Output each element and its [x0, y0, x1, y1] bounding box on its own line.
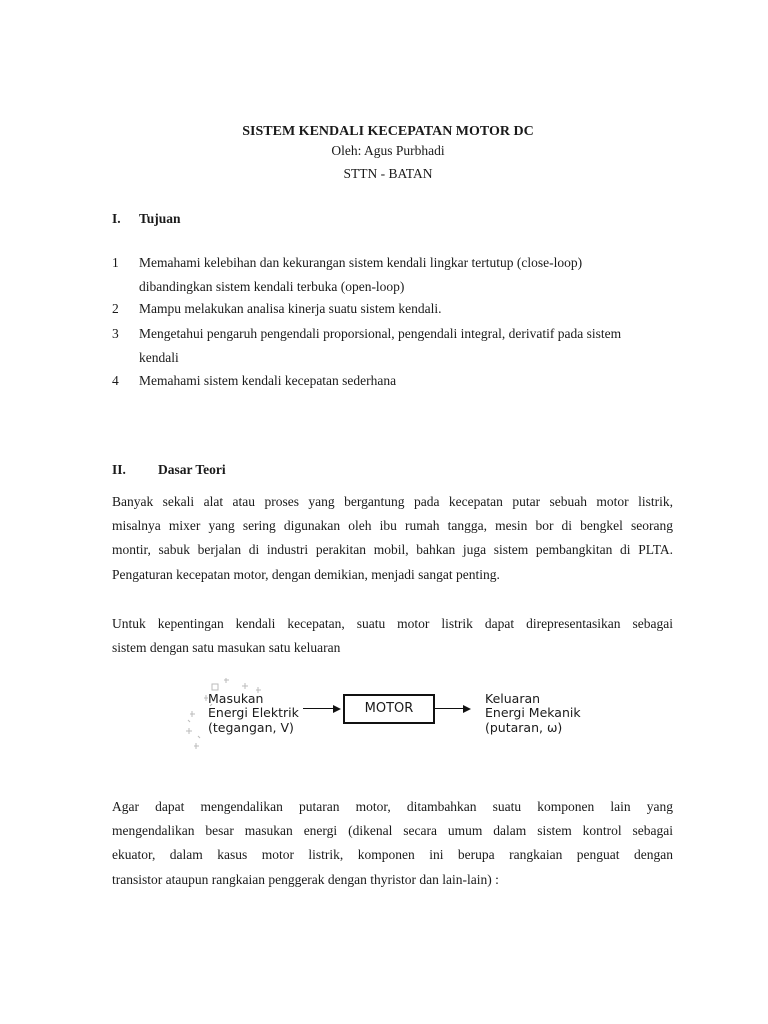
paragraph-line: sistem dengan satu masukan satu keluaran — [112, 640, 341, 655]
institution: STTN - BATAN — [343, 166, 433, 181]
input-label-line1: Masukan — [208, 691, 264, 706]
section-1-heading: Tujuan — [139, 211, 181, 226]
paragraph-line: misalnya mixer yang sering digunakan oleh ibu rumah tangga, mesin bor di bengkel seorang — [112, 518, 673, 533]
section-1-number: I. — [112, 211, 121, 226]
list-item-text: Memahami sistem kendali kecepatan sederhana — [139, 373, 397, 388]
input-arrow — [303, 708, 335, 709]
list-item-number: 3 — [112, 326, 119, 341]
list-item-number: 1 — [112, 255, 119, 270]
paragraph-line: Pengaturan kecepatan motor, dengan demikian, menjadi sangat penting. — [112, 567, 500, 582]
section-2-number: II. — [112, 462, 126, 477]
list-item-text: Memahami kelebihan dan kekurangan sistem kendali lingkar tertutup (close-loop) — [139, 255, 583, 270]
author: Oleh: Agus Purbhadi — [331, 143, 445, 158]
input-label-line3: (tegangan, V) — [208, 720, 294, 735]
motor-block: MOTOR — [343, 694, 435, 724]
output-arrow — [435, 708, 465, 709]
output-label-line3: (putaran, ω) — [485, 720, 563, 735]
output-label-line2: Energi Mekanik — [485, 705, 581, 720]
paragraph-line: montir, sabuk berjalan di industri perakitan mobil, bahkan juga sistem pembangkitan di PLTA. — [112, 542, 673, 557]
page-title: SISTEM KENDALI KECEPATAN MOTOR DC — [242, 124, 534, 139]
input-label-line2: Energi Elektrik — [208, 705, 299, 720]
list-item-text: kendali — [139, 350, 179, 365]
paragraph-line: transistor ataupun rangkaian penggerak dengan thyristor dan lain-lain) : — [112, 872, 499, 887]
paragraph-line: Untuk kepentingan kendali kecepatan, suatu motor listrik dapat direpresentasikan sebagai — [112, 616, 673, 631]
list-item-number: 4 — [112, 373, 119, 388]
output-label-line1: Keluaran — [485, 691, 541, 706]
paragraph-line: ekuator, dalam kasus motor listrik, komponen ini berupa rangkaian penguat dengan — [112, 847, 673, 862]
paragraph-line: Agar dapat mengendalikan putaran motor, ditambahkan suatu komponen lain yang — [112, 799, 673, 814]
output-arrow-head — [463, 705, 471, 713]
paragraph-line: Banyak sekali alat atau proses yang bergantung pada kecepatan putar sebuah motor listrik, — [112, 494, 673, 509]
input-arrow-head — [333, 705, 341, 713]
list-item-number: 2 — [112, 301, 119, 316]
list-item-text: Mampu melakukan analisa kinerja suatu sistem kendali. — [139, 301, 442, 316]
paragraph-line: mengendalikan besar masukan energi (dikenal secara umum dalam sistem kontrol sebagai — [112, 823, 673, 838]
list-item-text: dibandingkan sistem kendali terbuka (open-loop) — [139, 279, 405, 294]
list-item-text: Mengetahui pengaruh pengendali proporsional, pengendali integral, derivatif pada sistem — [139, 326, 622, 341]
section-2-heading: Dasar Teori — [158, 462, 226, 477]
